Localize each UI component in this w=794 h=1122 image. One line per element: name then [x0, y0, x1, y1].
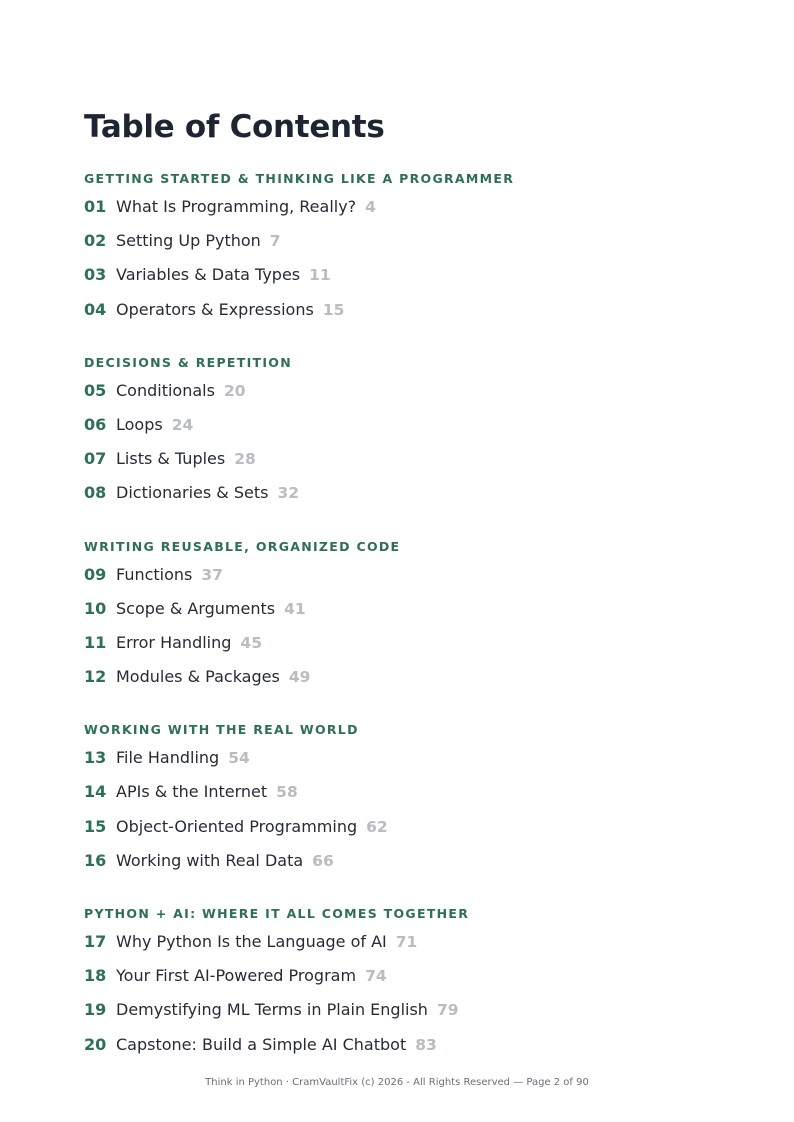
toc-section-3: [84, 539, 724, 701]
toc-entry[interactable]: [84, 999, 724, 1033]
section-heading: GETTING STARTED & THINKING LIKE A PROGRAMMER: [84, 171, 515, 186]
chapter-number: 01: [84, 197, 107, 216]
page-title: Table of Contents: [84, 109, 385, 145]
chapter-title: What Is Programming, Really?: [116, 197, 357, 216]
chapter-title: Error Handling: [116, 632, 232, 652]
chapter-number: 03: [84, 265, 107, 285]
page-number: 79: [436, 1001, 459, 1020]
chapter-number: 11: [84, 632, 107, 652]
toc-entry[interactable]: [84, 598, 724, 632]
page-number: 71: [395, 933, 418, 951]
chapter-number: 04: [84, 299, 107, 319]
chapter-title: Why Python Is the Language of AI: [116, 932, 387, 951]
chapter-number: 08: [84, 483, 107, 503]
chapter-title: Scope & Arguments: [116, 598, 276, 618]
chapter-number: 07: [84, 449, 107, 469]
chapter-title: Object-Oriented Programming: [116, 816, 358, 836]
page-number: 15: [322, 300, 345, 319]
toc-entry[interactable]: [84, 482, 724, 516]
chapter-title: Variables & Data Types: [116, 265, 301, 285]
chapter-title: Dictionaries & Sets: [116, 483, 269, 503]
toc-entry[interactable]: [84, 230, 724, 264]
chapter-number: 10: [84, 598, 107, 618]
chapter-number: 06: [84, 414, 107, 434]
chapter-title: Capstone: Build a Simple AI Chatbot: [116, 1034, 407, 1054]
page-number: 45: [240, 633, 262, 652]
toc-entry[interactable]: [84, 196, 724, 230]
chapter-title: Lists & Tuples: [116, 449, 226, 469]
chapter-number: 19: [84, 1000, 107, 1020]
toc-entry[interactable]: [84, 414, 724, 448]
chapter-number: 12: [84, 667, 107, 687]
page-number: 24: [171, 415, 194, 434]
page-number: 74: [365, 967, 387, 986]
toc-entry[interactable]: [84, 1034, 724, 1068]
toc-section-2: [84, 355, 724, 517]
toc-entry[interactable]: [84, 380, 724, 414]
toc-entry[interactable]: [84, 816, 724, 850]
chapter-number: 16: [84, 850, 107, 870]
page-number: 37: [201, 565, 223, 584]
toc-entry[interactable]: [84, 747, 724, 781]
page-number: 54: [228, 749, 250, 768]
page-number: 32: [277, 484, 300, 503]
toc-entry[interactable]: [84, 448, 724, 482]
toc-section-5: [84, 906, 724, 1068]
chapter-number: 17: [84, 932, 107, 951]
toc-section-1: [84, 171, 724, 333]
section-heading: DECISIONS & REPETITION: [84, 354, 292, 370]
chapter-number: 15: [84, 816, 107, 836]
chapter-title: Operators & Expressions: [116, 299, 314, 319]
toc-section-4: [84, 722, 724, 884]
chapter-number: 05: [84, 380, 107, 400]
chapter-number: 09: [84, 564, 107, 584]
page-number: 20: [223, 381, 246, 400]
section-heading: WRITING REUSABLE, ORGANIZED CODE: [84, 538, 401, 554]
toc-entry[interactable]: [84, 666, 724, 700]
chapter-number: 20: [84, 1034, 107, 1054]
chapter-title: Conditionals: [116, 380, 215, 400]
chapter-title: File Handling: [116, 748, 220, 768]
toc-entry[interactable]: [84, 965, 724, 999]
page-number: 66: [312, 851, 334, 870]
page-number: 4: [365, 198, 376, 216]
chapter-title: Modules & Packages: [116, 667, 280, 687]
section-heading: PYTHON + AI: WHERE IT ALL COMES TOGETHER: [84, 906, 470, 921]
chapter-number: 14: [84, 782, 107, 802]
toc-entry[interactable]: [84, 850, 724, 884]
page-number: 28: [234, 450, 256, 469]
toc-entry[interactable]: [84, 564, 724, 598]
page-footer: Think in Python · CramVaultFix (c) 2026 - All Rights Reserved — Page 2 of 90: [205, 1077, 589, 1088]
chapter-title: Working with Real Data: [116, 850, 304, 870]
chapter-number: 18: [84, 966, 107, 986]
toc-page: [84, 108, 724, 1090]
toc-entry[interactable]: [84, 781, 724, 815]
toc-sections: [84, 171, 724, 1068]
chapter-number: 13: [84, 748, 107, 768]
toc-entry[interactable]: [84, 632, 724, 666]
page-number: 11: [309, 266, 331, 285]
chapter-title: Setting Up Python: [116, 231, 261, 251]
chapter-title: APIs & the Internet: [116, 782, 268, 802]
chapter-title: Demystifying ML Terms in Plain English: [116, 1000, 428, 1020]
page-number: 49: [288, 668, 311, 687]
chapter-number: 02: [84, 231, 107, 251]
page-number: 7: [269, 232, 281, 251]
chapter-title: Loops: [116, 414, 163, 434]
toc-entry[interactable]: [84, 299, 724, 333]
toc-entry[interactable]: [84, 264, 724, 298]
chapter-title: Functions: [116, 564, 193, 584]
section-heading: WORKING WITH THE REAL WORLD: [84, 722, 359, 738]
toc-entry[interactable]: [84, 931, 724, 965]
page-number: 83: [415, 1035, 437, 1054]
page-number: 41: [284, 599, 306, 618]
page-number: 62: [366, 817, 388, 836]
chapter-title: Your First AI-Powered Program: [116, 966, 357, 986]
page-number: 58: [276, 783, 298, 802]
